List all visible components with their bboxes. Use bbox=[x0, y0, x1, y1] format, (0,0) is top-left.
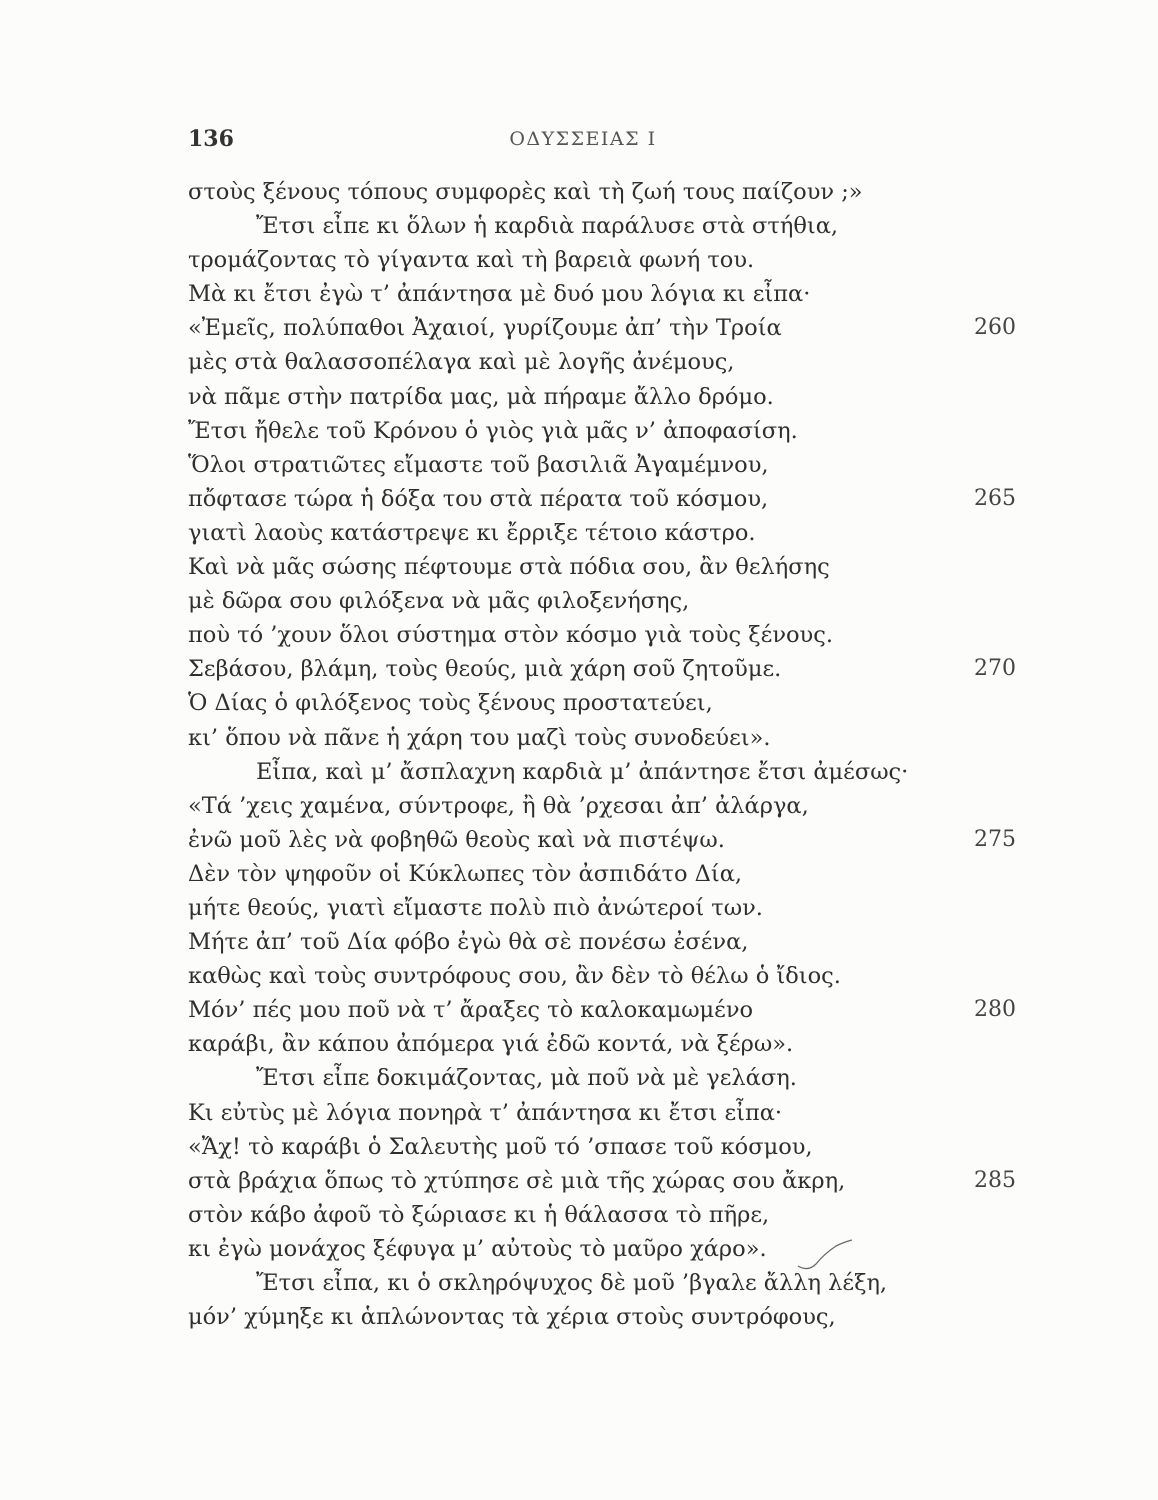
verse-line bbox=[188, 1164, 1028, 1198]
verse-text: ἐνῶ μοῦ λὲς νὰ φοβηθῶ θεοὺς καὶ νὰ πιστέψω. bbox=[188, 826, 725, 853]
verse-line bbox=[188, 380, 1028, 414]
verse-text: Κι εὐτὺς μὲ λόγια πονηρὰ τ’ ἀπάντησα κι ἔτσι εἶπα· bbox=[188, 1099, 783, 1126]
verse-line bbox=[188, 652, 1028, 686]
verse-text: γιατὶ λαοὺς κατάστρεψε κι ἔρριξε τέτοιο κάστρο. bbox=[188, 519, 756, 546]
verse-text: τρομάζοντας τὸ γίγαντα καὶ τὴ βαρειὰ φωνή του. bbox=[188, 247, 755, 274]
verse-text: καράβι, ἂν κάπου ἀπόμερα γιά ἐδῶ κοντά, νὰ ξέρω». bbox=[188, 1031, 794, 1058]
verse-line bbox=[188, 311, 1028, 345]
verse-text: πὄφτασε τώρα ἡ δόξα του στὰ πέρατα τοῦ κόσμου, bbox=[188, 485, 769, 512]
verse-line bbox=[188, 584, 1028, 618]
verse-text: μόν’ χύμηξε κι ἁπλώνοντας τὰ χέρια στοὺς συντρόφους, bbox=[188, 1304, 836, 1331]
verse-block bbox=[188, 175, 1028, 1334]
verse-text: ποὺ τό ’χουν ὅλοι σύστημα στὸν κόσμο γιὰ τοὺς ξένους. bbox=[188, 622, 833, 649]
pencil-mark bbox=[796, 1238, 856, 1278]
verse-text: Δὲν τὸν ψηφοῦν οἱ Κύκλωπες τὸν ἀσπιδάτο Δία, bbox=[188, 860, 743, 887]
verse-line bbox=[188, 175, 1028, 209]
verse-line bbox=[188, 345, 1028, 379]
verse-line bbox=[188, 959, 1028, 993]
verse-line bbox=[188, 925, 1028, 959]
verse-text: Ἔτσι εἶπα, κι ὁ σκληρόψυχος δὲ μοῦ ’βγαλε ἄλλη λέξη, bbox=[256, 1270, 888, 1296]
verse-line bbox=[188, 209, 1028, 243]
verse-line bbox=[188, 823, 1028, 857]
verse-text: Ἔτσι εἶπε δοκιμάζοντας, μὰ ποῦ νὰ μὲ γελάση. bbox=[256, 1065, 797, 1092]
verse-text: Ὁ Δίας ὁ φιλόξενος τοὺς ξένους προστατεύει, bbox=[188, 690, 713, 717]
line-number: 260 bbox=[974, 315, 1016, 341]
verse-line bbox=[188, 482, 1028, 516]
verse-line bbox=[188, 243, 1028, 277]
verse-text: «Ἄχ! τὸ καράβι ὁ Σαλευτὴς μοῦ τό ’σπασε τοῦ κόσμου, bbox=[188, 1133, 813, 1160]
line-number: 270 bbox=[974, 656, 1016, 682]
verse-text: μήτε θεούς, γιατὶ εἴμαστε πολὺ πιὸ ἀνώτεροί των. bbox=[188, 894, 763, 921]
verse-line bbox=[188, 789, 1028, 823]
verse-text: στὸν κάβο ἀφοῦ τὸ ξώριασε κι ἡ θάλασσα τὸ πῆρε, bbox=[188, 1201, 770, 1228]
verse-line bbox=[188, 550, 1028, 584]
verse-text: Σεβάσου, βλάμη, τοὺς θεούς, μιὰ χάρη σοῦ ζητοῦμε. bbox=[188, 656, 782, 683]
page-header bbox=[188, 126, 978, 156]
verse-text: κι ἐγὼ μονάχος ξέφυγα μ’ αὐτοὺς τὸ μαῦρο χάρο». bbox=[188, 1235, 767, 1262]
verse-text: Ὅλοι στρατιῶτες εἴμαστε τοῦ βασιλιᾶ Ἀγαμέμνου, bbox=[188, 451, 769, 478]
verse-line bbox=[188, 891, 1028, 925]
verse-line bbox=[188, 1198, 1028, 1232]
verse-line bbox=[188, 277, 1028, 311]
verse-text: Μόν’ πές μου ποῦ νὰ τ’ ἄραξες τὸ καλοκαμωμένο bbox=[188, 997, 754, 1024]
verse-line bbox=[188, 448, 1028, 482]
verse-line bbox=[188, 1061, 1028, 1095]
verse-line bbox=[188, 1266, 1028, 1300]
verse-text: «Τά ’χεις χαμένα, σύντροφε, ἢ θὰ ’ρχεσαι ἀπ’ ἀλάργα, bbox=[188, 792, 809, 819]
verse-line bbox=[188, 721, 1028, 755]
verse-line bbox=[188, 618, 1028, 652]
verse-line bbox=[188, 686, 1028, 720]
verse-text: Εἶπα, καὶ μ’ ἄσπλαχνη καρδιὰ μ’ ἀπάντησε ἔτσι ἀμέσως· bbox=[256, 758, 909, 785]
verse-text: καθὼς καὶ τοὺς συντρόφους σου, ἂν δὲν τὸ θέλω ὁ ἴδιος. bbox=[188, 963, 841, 990]
verse-text: μὲ δῶρα σου φιλόξενα νὰ μᾶς φιλοξενήσης, bbox=[188, 588, 690, 615]
verse-text: κι’ ὅπου νὰ πᾶνε ἡ χάρη του μαζὶ τοὺς συνοδεύει». bbox=[188, 724, 771, 751]
verse-line bbox=[188, 1232, 1028, 1266]
page-number: 136 bbox=[188, 126, 234, 152]
verse-text: Μὰ κι ἔτσι ἐγὼ τ’ ἀπάντησα μὲ δυό μου λόγια κι εἶπα· bbox=[188, 281, 811, 308]
verse-text: στοὺς ξένους τόπους συμφορὲς καὶ τὴ ζωή τους παίζουν ;» bbox=[188, 179, 863, 205]
verse-line bbox=[188, 755, 1028, 789]
verse-text: Ἔτσι ἤθελε τοῦ Κρόνου ὁ γιὸς γιὰ μᾶς ν’ ἀποφασίση. bbox=[188, 417, 798, 444]
verse-line bbox=[188, 1300, 1028, 1334]
verse-line bbox=[188, 414, 1028, 448]
verse-line bbox=[188, 1027, 1028, 1061]
verse-line bbox=[188, 516, 1028, 550]
verse-line bbox=[188, 857, 1028, 891]
verse-text: στὰ βράχια ὅπως τὸ χτύπησε σὲ μιὰ τῆς χώρας σου ἄκρη, bbox=[188, 1167, 846, 1194]
verse-line bbox=[188, 1130, 1028, 1164]
verse-text: «Ἐμεῖς, πολύπαθοι Ἀχαιοί, γυρίζουμε ἀπ’ τὴν Τροία bbox=[188, 315, 782, 342]
line-number: 280 bbox=[974, 997, 1016, 1023]
verse-text: νὰ πᾶμε στὴν πατρίδα μας, μὰ πήραμε ἄλλο δρόμο. bbox=[188, 383, 774, 410]
running-title: ΟΔΥΣΣΕΙΑΣ Ι bbox=[509, 128, 657, 150]
verse-text: μὲς στὰ θαλασσοπέλαγα καὶ μὲ λογῆς ἀνέμους, bbox=[188, 349, 735, 376]
line-number: 265 bbox=[974, 485, 1016, 511]
verse-text: Μήτε ἀπ’ τοῦ Δία φόβο ἐγὼ θὰ σὲ πονέσω ἐσένα, bbox=[188, 929, 749, 956]
line-number: 285 bbox=[974, 1167, 1016, 1193]
verse-line bbox=[188, 993, 1028, 1027]
verse-line bbox=[188, 1096, 1028, 1130]
line-number: 275 bbox=[974, 826, 1016, 852]
verse-text: Καὶ νὰ μᾶς σώσης πέφτουμε στὰ πόδια σου, ἂν θελήσης bbox=[188, 554, 830, 581]
verse-text: Ἔτσι εἶπε κι ὅλων ἡ καρδιὰ παράλυσε στὰ στήθια, bbox=[256, 213, 839, 240]
